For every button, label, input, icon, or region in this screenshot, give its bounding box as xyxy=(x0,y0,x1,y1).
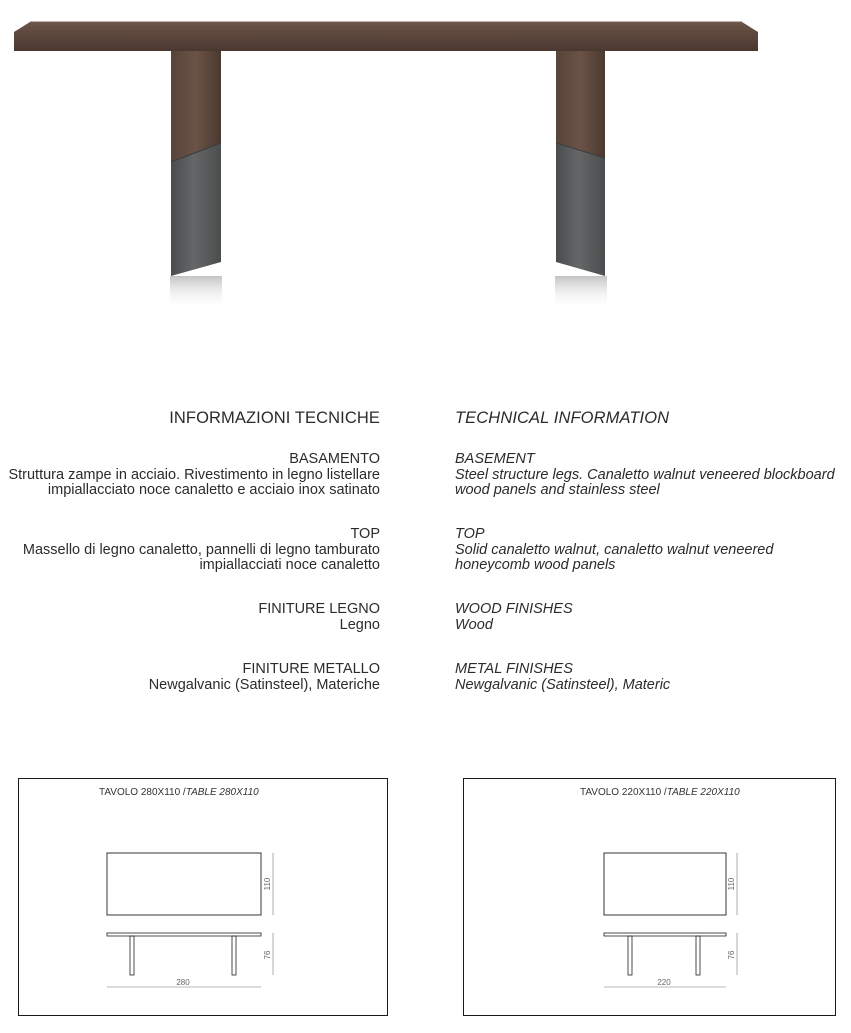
spec-title: TOP xyxy=(350,526,380,542)
table-product-image xyxy=(0,0,851,330)
spec-basement-en xyxy=(455,452,851,499)
length-label: 280 xyxy=(176,978,190,987)
spec-text: Newgalvanic (Satinsteel), Materiche xyxy=(148,676,380,693)
spec-title: FINITURE METALLO xyxy=(242,661,380,677)
front-view-legs xyxy=(628,936,700,975)
spec-text: Solid canaletto walnut, canaletto walnut veneered honeycomb wood panels xyxy=(455,541,774,573)
length-label: 220 xyxy=(657,978,671,987)
leg-shadow-right xyxy=(555,276,607,310)
spec-text: Wood xyxy=(455,616,493,633)
spec-text: Steel structure legs. Canaletto walnut veneered blockboard wood panels and stainless steel xyxy=(455,466,835,498)
spec-title: METAL FINISHES xyxy=(455,661,573,677)
heading-it: INFORMAZIONI TECNICHE xyxy=(169,409,380,427)
spec-top-it xyxy=(0,527,380,574)
spec-title: WOOD FINISHES xyxy=(455,601,573,617)
table-top xyxy=(14,22,758,51)
spec-top-en xyxy=(455,527,851,574)
top-view xyxy=(604,853,726,915)
depth-label: 110 xyxy=(263,877,272,891)
spec-title: TOP xyxy=(455,526,485,542)
diagram-title-it: TAVOLO 220X110 / xyxy=(580,787,667,798)
depth-label: 110 xyxy=(727,877,736,891)
top-view xyxy=(107,853,261,915)
diagram-drawing xyxy=(464,779,837,1017)
spec-text: Legno xyxy=(339,616,380,633)
table-leg-right xyxy=(556,50,605,276)
leg-shadow-left xyxy=(170,276,222,310)
spec-text: Struttura zampe in acciaio. Rivestimento in legno listellare impiallacciato noce canaletto e acciaio inox satinato xyxy=(8,466,380,498)
spec-wood-finishes-en xyxy=(455,602,851,633)
front-view-top xyxy=(107,933,261,936)
height-label: 76 xyxy=(727,950,736,960)
spec-metal-finishes-it xyxy=(0,662,380,693)
front-view-top xyxy=(604,933,726,936)
table-leg-left xyxy=(171,50,221,276)
diagram-drawing xyxy=(19,779,389,1017)
diagram-title-en: TABLE 220X110 xyxy=(666,787,740,798)
spec-title: FINITURE LEGNO xyxy=(258,601,380,617)
dimension-diagram-280 xyxy=(18,778,388,1016)
spec-basement-it xyxy=(0,452,380,499)
spec-text: Massello di legno canaletto, pannelli di legno tamburato impiallacciati noce canaletto xyxy=(22,541,380,573)
diagram-title-en: TABLE 280X110 xyxy=(185,787,259,798)
spec-title: BASAMENTO xyxy=(289,451,380,467)
height-label: 76 xyxy=(263,950,272,960)
front-view-legs xyxy=(130,936,236,975)
spec-wood-finishes-it xyxy=(0,602,380,633)
spec-text: Newgalvanic (Satinsteel), Materic xyxy=(455,676,671,693)
dimension-diagram-220 xyxy=(463,778,836,1016)
spec-title: BASEMENT xyxy=(455,451,535,467)
heading-en: TECHNICAL INFORMATION xyxy=(455,409,670,427)
spec-metal-finishes-en xyxy=(455,662,851,693)
diagram-title-it: TAVOLO 280X110 / xyxy=(99,787,186,798)
